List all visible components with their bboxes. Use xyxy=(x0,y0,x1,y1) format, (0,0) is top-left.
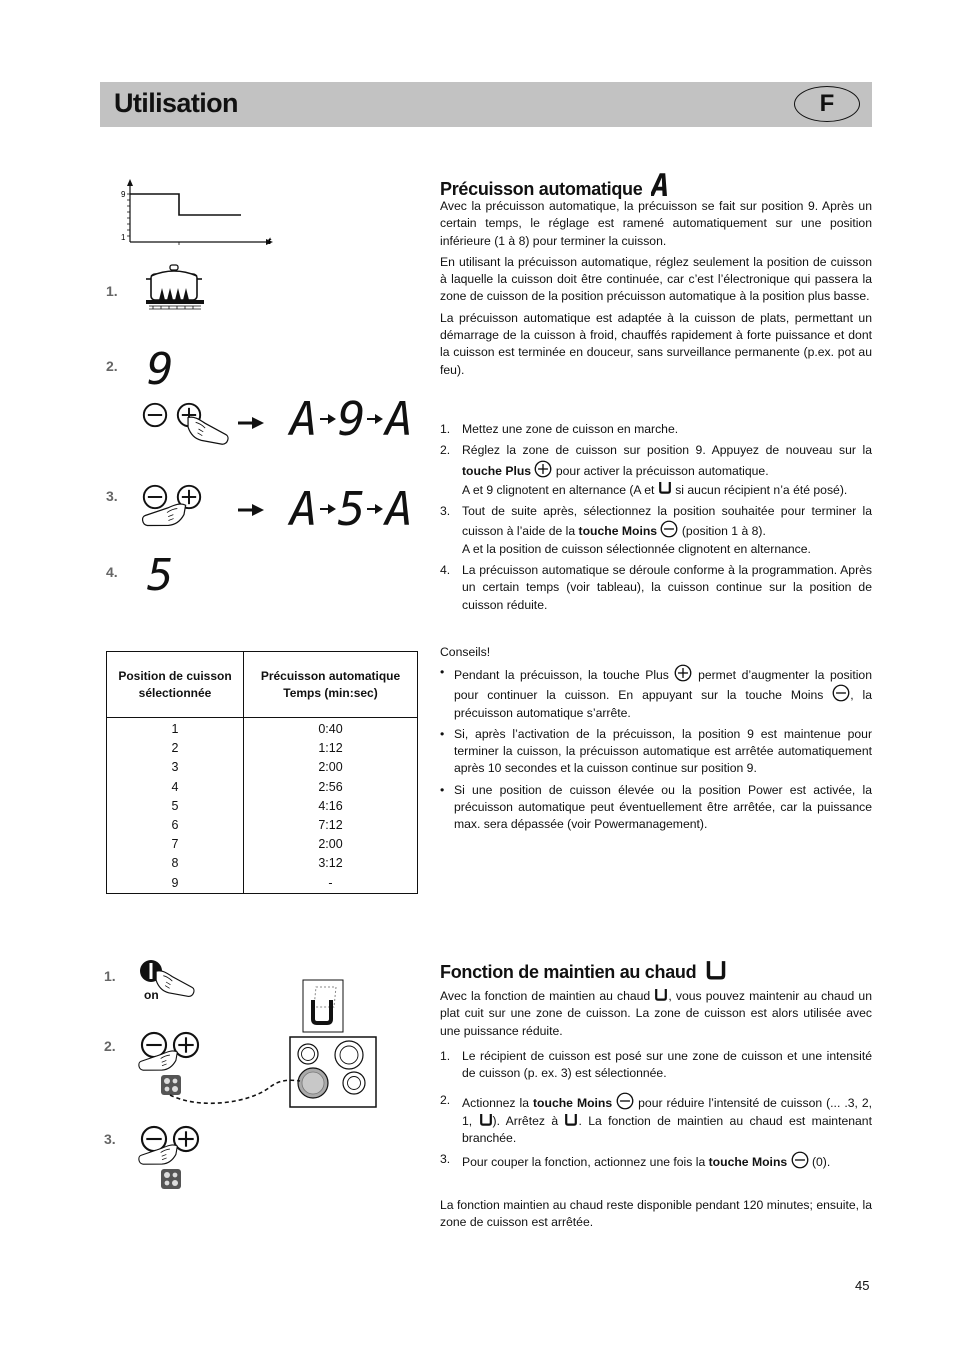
plus-key-icon xyxy=(534,460,552,478)
page-header xyxy=(100,82,872,127)
minus-key-icon xyxy=(142,402,168,428)
keep-warm-icon xyxy=(705,958,727,980)
svg-text:5: 5 xyxy=(147,552,174,596)
fig2-step-1-label: 1. xyxy=(104,968,116,984)
table-cell-position: 5 xyxy=(171,798,179,813)
keep-warm-intro: Avec la fonction de maintien au chaud , vous pouvez maintenir au chaud un plat cuit sur une zone de cuisson. La zone de cuisson est alors utilisée avec une puissance réduite. xyxy=(440,989,872,1038)
table-cell-position: 6 xyxy=(171,818,179,833)
fig2-step-2-label: 2. xyxy=(104,1038,116,1054)
keep-warm-icon xyxy=(654,987,668,1001)
graph-y-top: 9 xyxy=(121,190,126,199)
arrow-small-icon xyxy=(320,503,336,515)
table-cell-position: 4 xyxy=(171,779,179,794)
plus-key-icon xyxy=(674,664,692,682)
intro-paragraph: La précuisson automatique est adaptée à la cuisson de plats, permettant un démarrage de la cuisson à froid, chauffés rapidement à forte puissance et dont la cuisson est terminée en douceur, sans surveillance permanente (p.ex. pot au feu). xyxy=(440,310,872,377)
list-item: 2. Actionnez la touche Moins pour réduire l’intensité de cuisson (... .3, 2, 1, ). Arrêtez à . La fonction de maintien au chaud est maintenant branchée. xyxy=(440,1092,873,1146)
cooking-pot-icon xyxy=(143,262,207,314)
table-cell-position: 7 xyxy=(171,837,179,852)
finger-press-icon xyxy=(137,490,191,536)
list-item: • Si une position de cuisson élevée ou la position Power est activée, la précuisson automatique peut éventuellement être arrêtée, car la puissance max. sera dépassée (voir Powermanagement). xyxy=(440,782,872,832)
precooking-steps xyxy=(440,421,872,618)
list-item: 4. La précuisson automatique se déroule conforme à la programmation. Après un certain temps (voir tableau), la cuisson continue sur la position de cuisson réduite. xyxy=(440,563,872,612)
intro-paragraph: Avec la précuisson automatique, la précuisson se fait sur position 9. Après un certain temps, le réglage est ramené automatiquement sur une position inférieure (1 à 8) pour terminer la cuisson. xyxy=(440,199,872,248)
seq-a9a-first: A xyxy=(290,392,318,446)
fig1-step-4-label: 4. xyxy=(106,564,118,580)
language-badge: F xyxy=(794,86,860,122)
table-cell-position: 1 xyxy=(171,722,179,736)
table-cell-position: 9 xyxy=(171,875,179,890)
section-title-keep-warm: Fonction de maintien au chaud xyxy=(440,958,727,983)
list-item: 1. Le récipient de cuisson est posé sur une zone de cuisson et une intensité de cuisson (p. ex. 3) est sélectionnée. xyxy=(440,1049,872,1081)
table-cell-time: 2:00 xyxy=(318,837,343,852)
list-item: 3. Pour couper la fonction, actionnez une fois la touche Moins (0). xyxy=(440,1152,831,1170)
list-item: 2. Réglez la zone de cuisson sur position 9. Appuyez de nouveau sur la touche Plus pour activer la précuisson automatique. A et 9 clignotent en alternance (A et si aucun récipient n’a été posé). xyxy=(440,443,872,497)
table-header-time: Précuisson automatique Temps (min:sec) xyxy=(244,652,418,718)
minus-key-icon xyxy=(660,520,678,538)
graph-y-bottom: 1 xyxy=(121,233,126,242)
power-time-graph xyxy=(118,178,278,250)
table-cell-time: 1:12 xyxy=(318,741,343,756)
list-item: 3. Tout de suite après, sélectionnez la position souhaitée pour terminer la cuisson à l’aide de la touche Moins (position 1 à 8). A et la position de cuisson sélectionnée clignotent en alternance. xyxy=(440,504,872,556)
keep-warm-final: La fonction maintien au chaud reste disponible pendant 120 minutes; ensuite, la zone de cuisson est arrêtée. xyxy=(440,1198,872,1230)
keep-warm-icon xyxy=(564,1112,578,1126)
finger-press-icon xyxy=(184,410,232,448)
list-item: • Pendant la précuisson, la touche Plus permet d’augmenter la position pour continuer la cuisson. En appuyant sur la touche Moins , la précuisson automatique s’arrête. xyxy=(440,665,872,720)
list-item: • Si, après l’activation de la précuisson, la position 9 est maintenue pour terminer la cuisson, la précuisson automatique est arrêtée automatiquement après 10 secondes et la cuisson continue sur position 9. xyxy=(440,726,872,776)
display-seq-a5a xyxy=(290,482,414,536)
table-position-column xyxy=(107,718,244,894)
table-cell-time: 2:00 xyxy=(318,760,343,775)
precooking-time-table xyxy=(106,651,418,894)
keep-warm-icon xyxy=(479,1112,493,1126)
fig1-step-3-label: 3. xyxy=(106,488,118,504)
arrow-icon xyxy=(238,503,264,517)
fig2-step-3-label: 3. xyxy=(104,1131,116,1147)
intro-paragraph: En utilisant la précuisson automatique, réglez seulement la position de cuisson à laquelle la cuisson doit être continuée, car c’est l’électronique qui passera la zone de cuisson de la position précuisson automatique à la position plus basse. xyxy=(440,254,872,304)
page-number: 45 xyxy=(855,1278,870,1293)
table-cell-position: 8 xyxy=(171,856,179,871)
seq-a5a-first: A xyxy=(290,482,318,536)
section-title-precooking: Précuisson automatique A xyxy=(440,171,671,200)
table-cell-position: 2 xyxy=(171,741,179,756)
on-label: on xyxy=(144,988,159,1002)
table-cell-time: 4:16 xyxy=(318,798,343,813)
arrow-icon xyxy=(238,416,264,430)
table-cell-time: - xyxy=(328,875,333,890)
table-cell-time: 7:12 xyxy=(318,818,343,833)
seq-a5a-middle: 5 xyxy=(337,482,366,536)
list-item: 1. Mettez une zone de cuisson en marche. xyxy=(440,422,679,436)
svg-text:9: 9 xyxy=(147,346,174,390)
display-digit-9 xyxy=(144,346,174,390)
tips-title: Conseils! xyxy=(440,645,491,659)
arrow-small-icon xyxy=(367,413,383,425)
fig1-step-1-label: 1. xyxy=(106,283,118,299)
page-title: Utilisation xyxy=(114,88,238,118)
seq-a9a-last: A xyxy=(385,392,414,446)
seq-a5a-last: A xyxy=(385,482,414,536)
table-header-position: Position de cuisson sélectionnée xyxy=(107,652,244,718)
table-cell-time: 2:56 xyxy=(318,779,343,794)
tips-list xyxy=(440,664,872,838)
keep-warm-icon xyxy=(658,480,672,494)
hob-diagram xyxy=(160,975,385,1110)
table-cell-time: 3:12 xyxy=(318,856,343,871)
minus-key-icon xyxy=(791,1151,809,1169)
fig1-step-2-label: 2. xyxy=(106,358,118,374)
minus-key-icon xyxy=(616,1092,634,1110)
seq-a9a-middle: 9 xyxy=(337,392,366,446)
arrow-small-icon xyxy=(320,413,336,425)
svg-text:A: A xyxy=(651,171,670,199)
arrow-small-icon xyxy=(367,503,383,515)
keep-warm-steps xyxy=(440,1048,872,1176)
precooking-intro xyxy=(440,198,872,383)
display-digit-5 xyxy=(144,552,174,596)
minus-key-icon xyxy=(832,684,850,702)
table-cell-position: 3 xyxy=(171,760,179,775)
table-cell-time: 0:40 xyxy=(318,722,343,736)
table-time-column xyxy=(244,718,418,894)
display-a-icon xyxy=(651,171,671,199)
display-seq-a9a xyxy=(290,392,414,446)
graph-x-label: t xyxy=(268,236,271,246)
hob-zone-icon xyxy=(160,1168,182,1190)
